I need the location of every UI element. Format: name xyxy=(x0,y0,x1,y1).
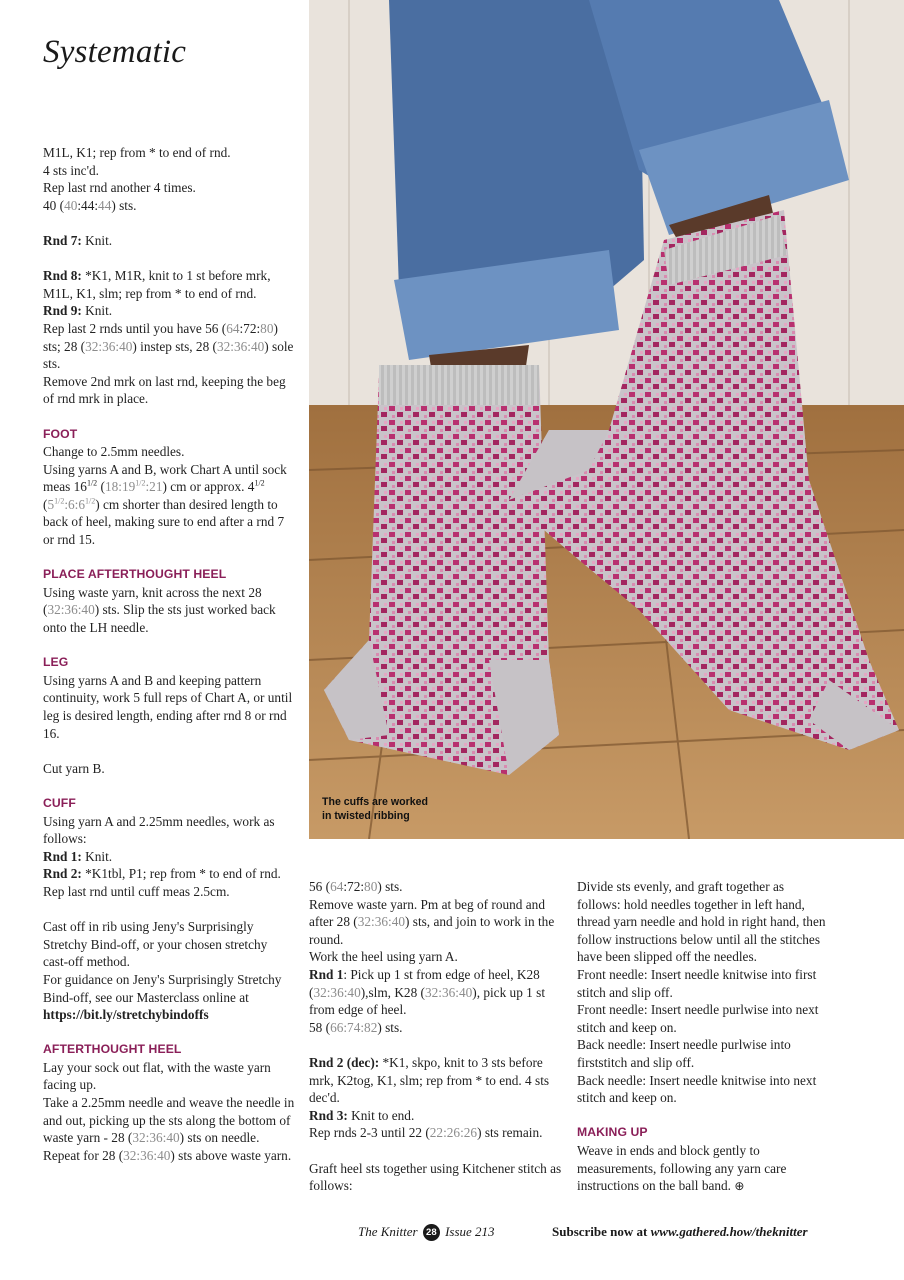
guidance-text: For guidance on Jeny's Surprisingly Stretchy Bind-off, see our Masterclass online at xyxy=(43,971,282,1005)
repeat-rounds-text: Rep rnds 2-3 until 22 (22:26:26) sts remain. xyxy=(309,1125,543,1141)
text-line: :44: xyxy=(77,197,99,213)
round-label: Rnd 3: xyxy=(309,1107,348,1123)
afterthought-text: Lay your sock out flat, with the waste yarn facing up. xyxy=(43,1059,271,1093)
issue-number: Issue 213 xyxy=(445,1224,495,1239)
round-text: Knit to end. xyxy=(347,1107,415,1123)
column-middle xyxy=(309,878,565,1212)
graft-text: Graft heel sts together using Kitchener stitch as follows: xyxy=(309,1160,562,1194)
round-label: Rnd 2: xyxy=(43,866,82,882)
place-heel-text: Using waste yarn, knit across the next 28 (32:36:40) sts. Slip the sts just worked back onto the LH needle. xyxy=(43,584,276,636)
round-text: *K1, M1R, knit to 1 st before mrk, M1L, K1, slm; rep from * to end of rnd. xyxy=(43,268,271,301)
page-title: Systematic xyxy=(43,34,187,70)
round-label: Rnd 7: xyxy=(43,232,82,248)
round-text: *K1, skpo, knit to 3 sts before mrk, K2tog, K1, slm; rep from * to end. 4 sts dec'd. xyxy=(309,1054,550,1106)
section-heading-afterthought-heel: AFTERTHOUGHT HEEL xyxy=(43,1042,182,1057)
leg-text: Using yarns A and B and keeping pattern continuity, work 5 full reps of Chart A, or until leg is desired length, ending after rnd 8 or rnd 16. xyxy=(43,672,293,741)
stitch-count: 56 (64:72:80) sts. xyxy=(309,879,403,894)
round-label: Rnd 9: xyxy=(43,303,82,319)
section-heading-cuff: CUFF xyxy=(43,795,76,810)
text-line: 4 sts inc'd. xyxy=(43,162,99,178)
round-label: Rnd 1: xyxy=(43,848,82,864)
kitchener-step: Front needle: Insert needle purlwise into next stitch and keep on. xyxy=(577,1002,819,1035)
round-label: Rnd 2 (dec): xyxy=(309,1054,380,1070)
afterthought-text: Repeat for 28 (32:36:40) sts above waste yarn. xyxy=(43,1147,292,1163)
afterthought-text: Take a 2.25mm needle and weave the needle in and out, picking up the sts along the bottom of waste yarn - 28 (32:36:40) sts on needle. xyxy=(43,1095,295,1146)
end-mark-icon: ⊕ xyxy=(734,1179,745,1194)
remove-marker-text: Remove 2nd mrk on last rnd, keeping the beg of rnd mrk in place. xyxy=(43,373,286,407)
castoff-text: Cast off in rib using Jeny's Surprisingly Stretchy Bind-off, or your chosen stretchy cast-off method. xyxy=(43,919,268,970)
foot-length-text: Using yarns A and B, work Chart A until sock meas $16^{1/2}$ $(18:19^{1/2}:21)$ cm or approx. $4^{1/2}$ $(5^{1/2}:6:6^{1/2})$ cm shorter than desired length to back of heel, making sure to end after a rnd 7 or rnd 15. xyxy=(43,461,287,548)
subscribe-label: Subscribe now at xyxy=(552,1224,651,1239)
round-text: Knit. xyxy=(81,232,113,248)
kitchener-step: Back needle: Insert needle purlwise into firststitch and slip off. xyxy=(577,1037,791,1070)
round-text: Knit. xyxy=(81,848,113,864)
subscribe-link[interactable]: www.gathered.how/theknitter xyxy=(650,1224,808,1239)
making-up-text: Weave in ends and block gently to measurements, following any yarn care instructions on the ball band. xyxy=(577,1142,787,1194)
section-heading-foot: FOOT xyxy=(43,426,78,441)
section-heading-place-heel: PLACE AFTERTHOUGHT HEEL xyxy=(43,567,227,582)
foot-text: Change to 2.5mm needles. xyxy=(43,444,185,460)
text-line: 40 ( xyxy=(43,197,65,213)
divide-text: Divide sts evenly, and graft together as follows: hold needles together in left hand, thread yarn needle and hold in right hand, then follow instructions below until all the stitches have been slipped off the needles. xyxy=(577,879,826,965)
page-number: 28 xyxy=(423,1224,440,1241)
stitch-count: 58 (66:74:82) sts. xyxy=(309,1019,403,1035)
sock-photo xyxy=(309,0,904,839)
text-line: ) sts. xyxy=(111,197,137,213)
remove-waste-yarn-text: Remove waste yarn. Pm at beg of round and after 28 (32:36:40) sts, and join to work in the round. xyxy=(309,896,555,947)
photo-caption: The cuffs are worked in twisted ribbing xyxy=(322,796,428,822)
cuff-text: Using yarn A and 2.25mm needles, work as follows: xyxy=(43,813,275,847)
repeat-paragraph: Rep last 2 rnds until you have 56 (64:72:80) sts; 28 (32:36:40) instep sts, 28 (32:36:40) sole sts. xyxy=(43,320,294,372)
footer-subscribe xyxy=(552,1224,808,1240)
round-1-text: Rnd 1: Pick up 1 st from edge of heel, K28 (32:36:40),slm, K28 (32:36:40), pick up 1 st from edge of heel. xyxy=(309,966,546,1018)
column-left xyxy=(43,144,295,1164)
work-heel-text: Work the heel using yarn A. xyxy=(309,949,458,965)
size-value: 44 xyxy=(98,197,112,213)
round-text: Knit. xyxy=(81,303,113,319)
column-right xyxy=(577,878,829,1196)
size-value: 40 xyxy=(64,197,78,213)
kitchener-step: Back needle: Insert needle knitwise into next stitch and keep on. xyxy=(577,1072,817,1106)
masterclass-link[interactable]: https://bit.ly/stretchybindoffs xyxy=(43,1007,209,1023)
text-line: M1L, K1; rep from * to end of rnd. xyxy=(43,145,231,160)
cut-yarn-text: Cut yarn B. xyxy=(43,760,105,776)
text-line: Rep last rnd another 4 times. xyxy=(43,180,196,196)
kitchener-step: Front needle: Insert needle knitwise into first stitch and slip off. xyxy=(577,966,817,1000)
round-text: *K1tbl, P1; rep from * to end of rnd. xyxy=(81,866,281,882)
magazine-name: The Knitter xyxy=(358,1224,418,1239)
footer-magazine xyxy=(358,1224,495,1242)
section-heading-leg: LEG xyxy=(43,655,69,670)
section-heading-making-up: MAKING UP xyxy=(577,1125,648,1140)
round-label: Rnd 8: xyxy=(43,268,82,284)
cuff-repeat-text: Rep last rnd until cuff meas 2.5cm. xyxy=(43,883,230,899)
